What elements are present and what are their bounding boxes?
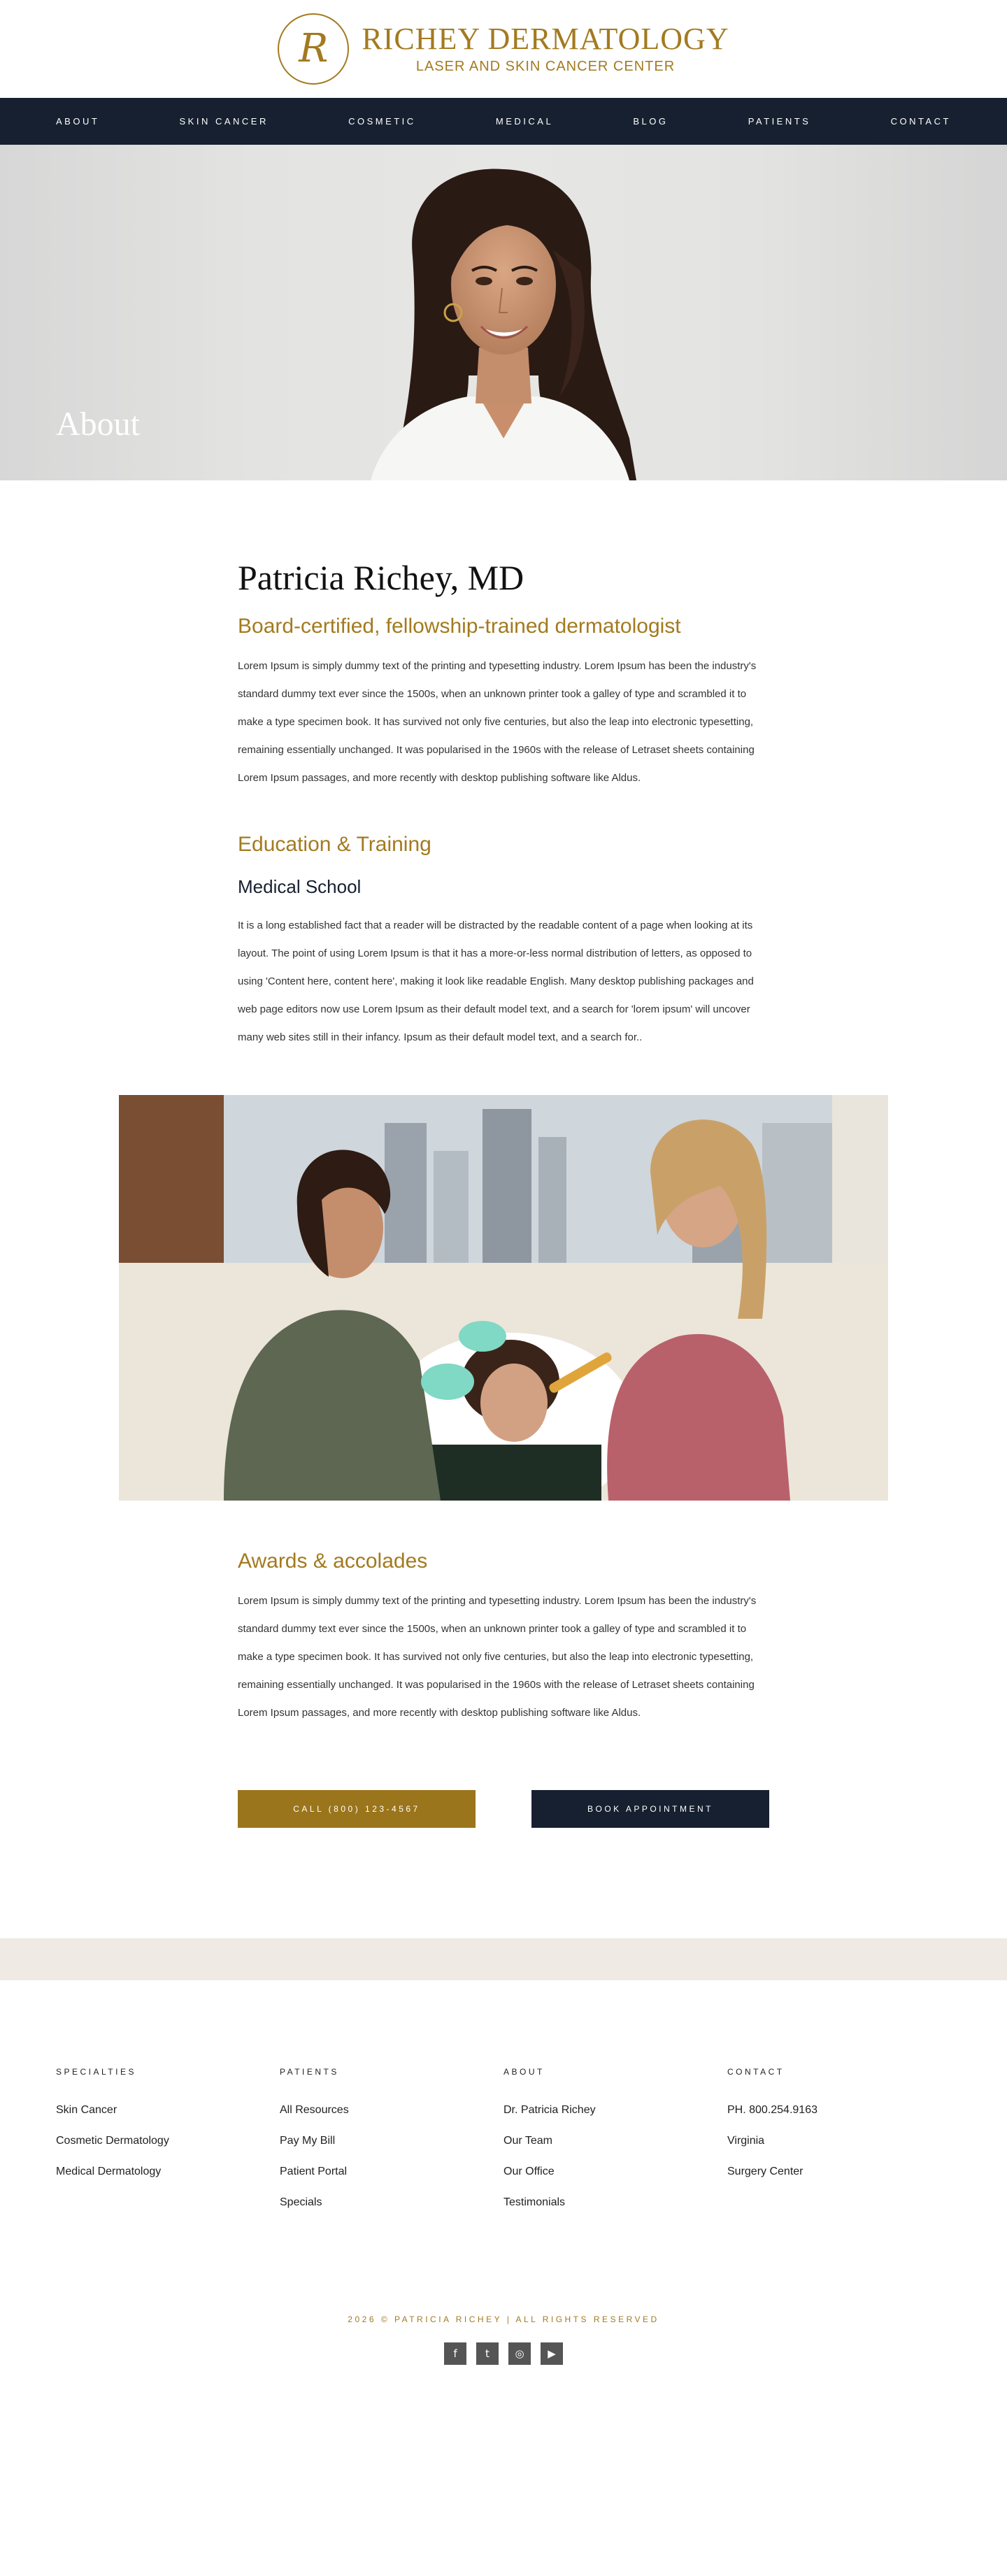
treatment-photo-image — [119, 1095, 888, 1501]
footer-heading: CONTACT — [727, 2067, 785, 2077]
logo-subtitle: LASER AND SKIN CANCER CENTER — [415, 58, 676, 74]
doctor-tagline: Board-certified, fellowship-trained dermatologist — [238, 615, 681, 638]
logo-initial: R — [299, 26, 329, 71]
footer-link[interactable]: All Resources — [280, 2104, 349, 2116]
copyright-text: 2026 © PATRICIA RICHEY | ALL RIGHTS RESERVED — [348, 2314, 659, 2324]
nav-item-blog[interactable]: BLOG — [633, 116, 669, 127]
footer-link[interactable]: Our Office — [503, 2166, 555, 2177]
nav-item-cosmetic[interactable]: COSMETIC — [348, 116, 416, 127]
footer-link[interactable]: Skin Cancer — [56, 2104, 117, 2116]
site-header — [0, 0, 1007, 98]
logo-text — [362, 23, 729, 74]
footer-column-patients — [280, 2067, 503, 2218]
hero-title: About — [56, 406, 140, 443]
education-paragraph: It is a long established fact that a reader will be distracted by the readable content of a page when looking at its layout. The point of using Lorem Ipsum is that it has a more-or-less normal distribution of letters, as opposed to using 'Content here, content here', making it look like readable English. Many desktop publishing packages and web page editors now use Lorem Ipsum as their default model text, and a search for 'lorem ipsum' will uncover many web sites still in their infancy. Ipsum as their default model text, and a search for.. — [238, 920, 754, 1043]
footer-link[interactable]: Surgery Center — [727, 2166, 804, 2177]
main-content — [238, 480, 769, 1052]
awards-heading: Awards & accolades — [238, 1550, 428, 1573]
logo-title: RICHEY DERMATOLOGY — [362, 22, 729, 57]
main-nav — [0, 98, 1007, 145]
footer-link[interactable]: Dr. Patricia Richey — [503, 2104, 596, 2116]
doctor-name: Patricia Richey, MD — [238, 558, 524, 597]
footer-column-contact — [727, 2067, 951, 2218]
awards-section — [238, 1550, 769, 1828]
logo[interactable] — [278, 13, 729, 85]
school-heading: Medical School — [238, 876, 362, 897]
social-links — [0, 2342, 1007, 2407]
footer-link[interactable]: Pay My Bill — [280, 2135, 336, 2147]
hero-banner — [0, 145, 1007, 480]
youtube-icon[interactable]: ▶ — [541, 2342, 563, 2365]
footer-heading: SPECIALTIES — [56, 2067, 136, 2077]
footer-column-about — [503, 2067, 727, 2218]
footer-column-specialties — [56, 2067, 280, 2218]
footer-link[interactable]: Medical Dermatology — [56, 2166, 162, 2177]
footer-link[interactable]: Testimonials — [503, 2196, 566, 2208]
divider-band — [0, 1938, 1007, 1980]
footer-columns — [0, 1980, 1007, 2218]
education-heading: Education & Training — [238, 833, 431, 856]
doctor-portrait-image — [329, 145, 678, 480]
awards-paragraph: Lorem Ipsum is simply dummy text of the printing and typesetting industry. Lorem Ipsum has been the industry's standard dummy text ever since the 1500s, when an unknown printer took a galley of type and scrambled it to make a type specimen book. It has survived not only five centuries, but also the leap into electronic typesetting, remaining essentially unchanged. It was popularised in the 1960s with the release of Letraset sheets containing Lorem Ipsum passages, and more recently with desktop publishing software like Aldus. — [238, 1595, 757, 1719]
footer-link[interactable]: Cosmetic Dermatology — [56, 2135, 169, 2147]
nav-item-medical[interactable]: MEDICAL — [495, 116, 554, 127]
nav-item-skin-cancer[interactable]: SKIN CANCER — [179, 116, 269, 127]
footer-link[interactable]: Specials — [280, 2196, 322, 2208]
footer-heading: PATIENTS — [280, 2067, 339, 2077]
footer-link[interactable]: Virginia — [727, 2135, 765, 2147]
footer-heading: ABOUT — [503, 2067, 545, 2077]
nav-item-contact[interactable]: CONTACT — [890, 116, 951, 127]
nav-item-about[interactable]: ABOUT — [56, 116, 100, 127]
call-button[interactable]: CALL (800) 123-4567 — [238, 1790, 476, 1828]
footer-link[interactable]: Patient Portal — [280, 2166, 348, 2177]
bio-paragraph: Lorem Ipsum is simply dummy text of the printing and typesetting industry. Lorem Ipsum has been the industry's standard dummy text ever since the 1500s, when an unknown printer took a galley of type and scrambled it to make a type specimen book. It has survived not only five centuries, but also the leap into electronic typesetting, remaining essentially unchanged. It was popularised in the 1960s with the release of Letraset sheets containing Lorem Ipsum passages, and more recently with desktop publishing software like Aldus. — [238, 660, 757, 784]
cta-buttons — [238, 1790, 769, 1828]
footer-link[interactable]: PH. 800.254.9163 — [727, 2104, 817, 2116]
twitter-icon[interactable]: t — [476, 2342, 499, 2365]
facebook-icon[interactable]: f — [444, 2342, 466, 2365]
book-appointment-button[interactable]: BOOK APPOINTMENT — [531, 1790, 769, 1828]
footer-link[interactable]: Our Team — [503, 2135, 552, 2147]
instagram-icon[interactable]: ◎ — [508, 2342, 531, 2365]
logo-monogram-icon — [278, 13, 349, 85]
site-footer — [0, 1980, 1007, 2407]
nav-item-patients[interactable]: PATIENTS — [748, 116, 811, 127]
